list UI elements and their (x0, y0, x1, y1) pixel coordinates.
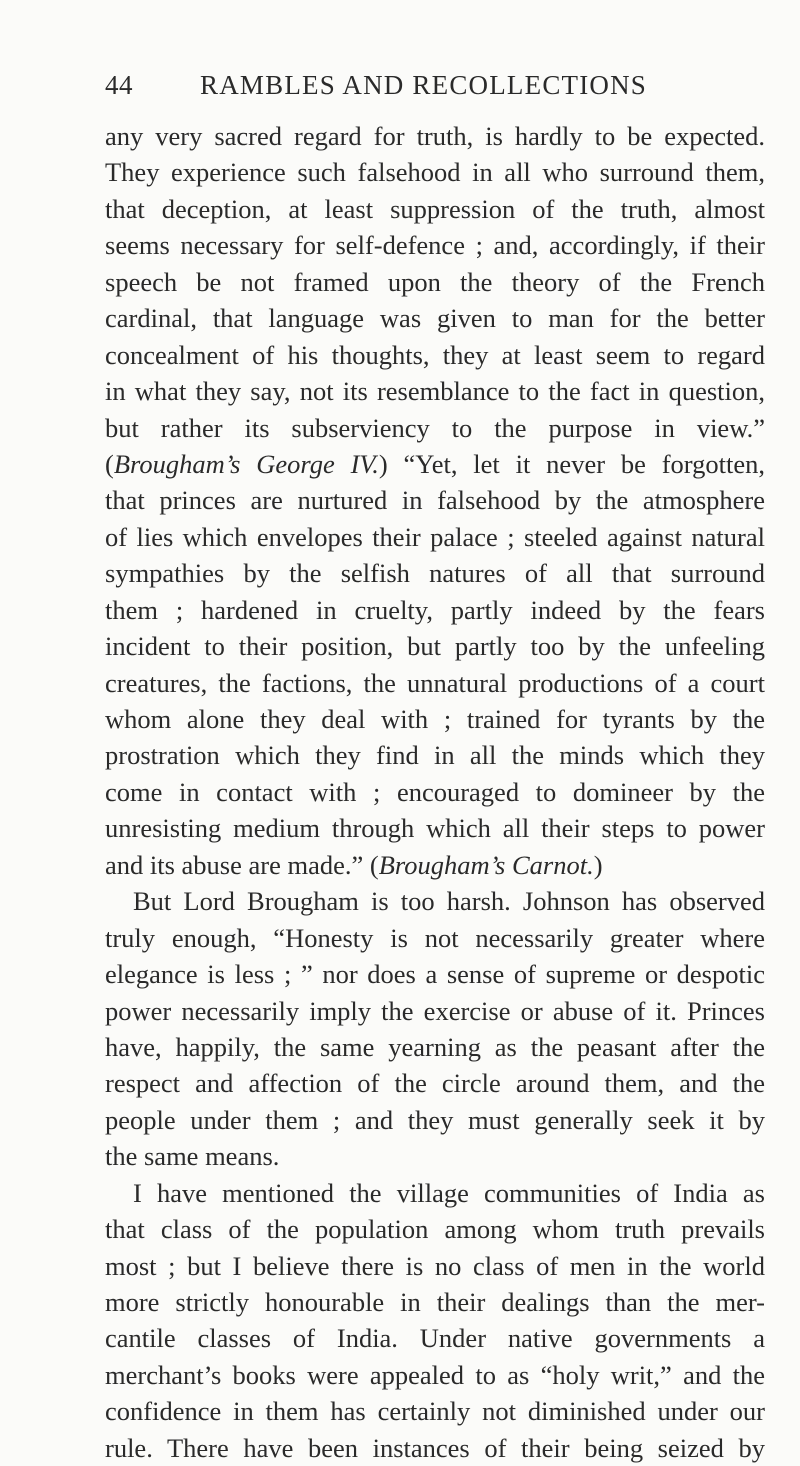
text-line: unresisting medium through which all their steps to power (105, 813, 765, 844)
text-line: (Brougham’s George IV.) “Yet, let it never be forgotten, (105, 448, 765, 479)
text-line: sympathies by the selfish natures of all that surround (105, 558, 765, 589)
text-line: and its abuse are made.” (Brougham’s Carnot.) (105, 849, 603, 880)
text-line: elegance is less ; ” nor does a sense of supreme or despotic (105, 959, 765, 990)
text-line: whom alone they deal with ; trained for tyrants by the (105, 704, 765, 734)
text-line: seems necessary for self-defence ; and, accordingly, if their (105, 230, 765, 261)
text-line: They experience such falsehood in all who surround them, (105, 157, 765, 188)
text-line: most ; but I believe there is no class of men in the world (105, 1250, 765, 1281)
text-line: confidence in them has certainly not diminished under our (105, 1396, 765, 1427)
text-line: come in contact with ; encouraged to domineer by the (105, 776, 765, 807)
text-line: cardinal, that language was given to man for the better (105, 303, 765, 334)
text-line: but rather its subserviency to the purpose in view.” (105, 412, 765, 443)
cited-title: Brougham’s George IV. (113, 448, 379, 479)
text-line: them ; hardened in cruelty, partly indeed by the fears (105, 594, 765, 625)
text-line: that deception, at least suppression of the truth, almost (105, 193, 765, 224)
text-line: truly enough, “Honesty is not necessarily greater where (105, 922, 765, 953)
text-line: I have mentioned the village communities of India as (133, 1177, 765, 1208)
text-line: concealment of his thoughts, they at least seem to regard (105, 339, 765, 370)
text-line: in what they say, not its resemblance to the fact in question, (105, 376, 765, 407)
text-line: that class of the population among whom truth prevails (105, 1214, 765, 1245)
text-line: the same means. (105, 1141, 280, 1172)
page-number: 44 (105, 70, 133, 100)
text-line: creatures, the factions, the unnatural productions of a court (105, 667, 765, 698)
text-line: respect and affection of the circle around them, and the (105, 1068, 765, 1099)
text-line: speech be not framed upon the theory of the French (105, 266, 765, 297)
cited-title: Brougham’s Carnot. (378, 849, 594, 880)
text-line: of lies which envelopes their palace ; steeled against natural (105, 521, 765, 552)
body-text (105, 118, 765, 1466)
text-line: incident to their position, but partly too by the unfeeling (105, 631, 765, 662)
text-line: cantile classes of India. Under native governments a (105, 1323, 765, 1354)
text-line: that princes are nurtured in falsehood by the atmosphere (105, 485, 765, 516)
running-head (105, 70, 765, 110)
text-line: have, happily, the same yearning as the peasant after the (105, 1031, 765, 1062)
text-line: any very sacred regard for truth, is hardly to be expected. (105, 121, 765, 151)
text-line: merchant’s books were appealed to as “holy writ,” and the (105, 1359, 765, 1390)
text-line: rule. There have been instances of their being seized by (105, 1432, 765, 1463)
text-line: But Lord Brougham is too harsh. Johnson has observed (133, 886, 765, 917)
text-line: more strictly honourable in their dealings than the mer- (105, 1287, 765, 1317)
text-line: power necessarily imply the exercise or abuse of it. Princes (105, 995, 765, 1026)
running-title: RAMBLES AND RECOLLECTIONS (200, 70, 648, 100)
text-line: people under them ; and they must generally seek it by (105, 1104, 765, 1135)
text-line: prostration which they find in all the minds which they (105, 740, 765, 771)
